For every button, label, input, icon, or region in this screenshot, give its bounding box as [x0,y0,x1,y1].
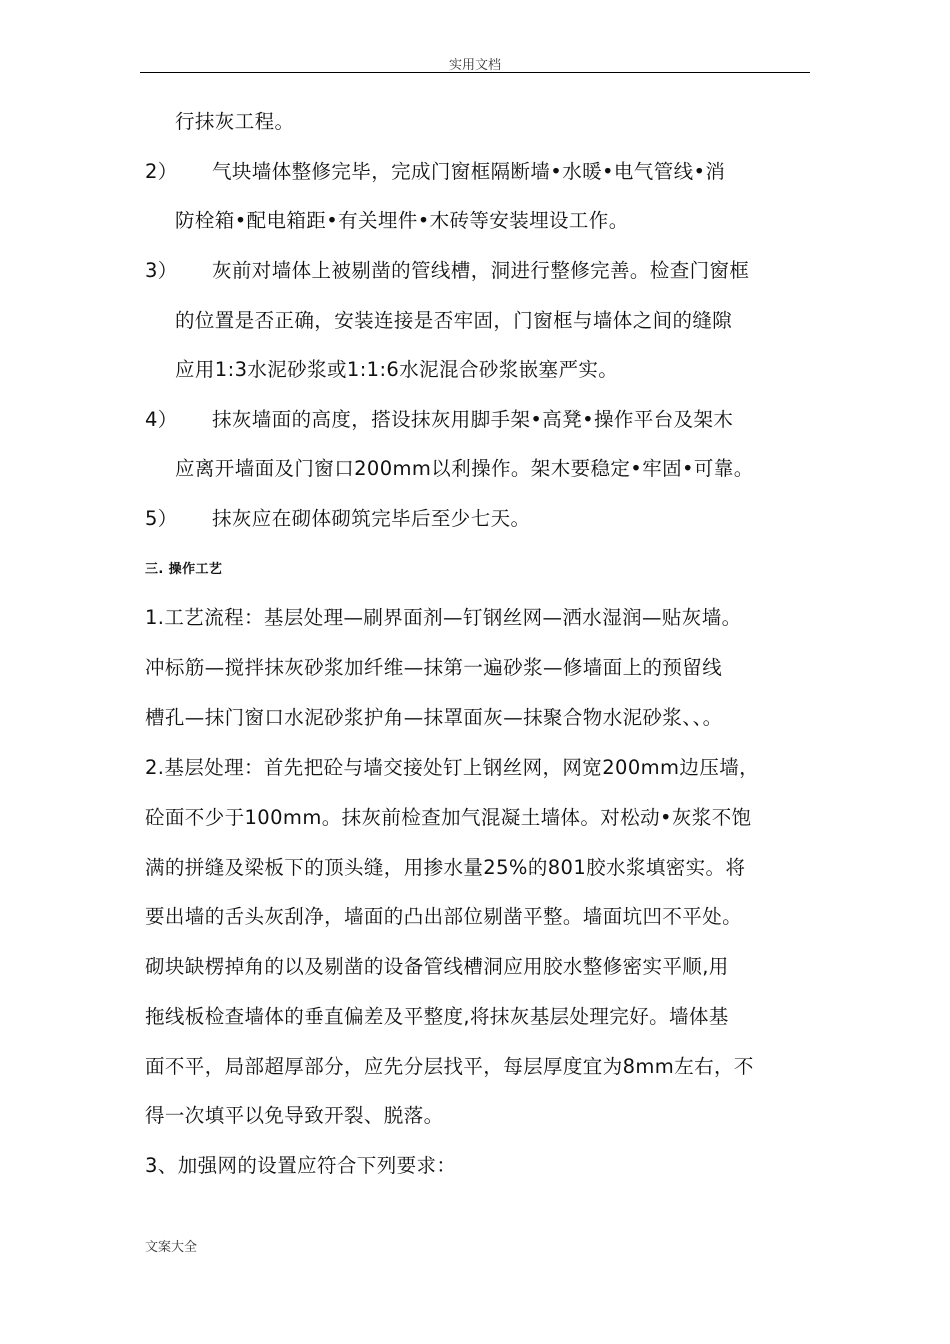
list-item-number: 3） [145,259,178,282]
list-item-text: 抹灰应在砌体砌筑完毕后至少七天。 [212,507,531,530]
list-item-text: 应离开墙面及门窗口200mm以利操作。架木要稳定•牢固•可靠。 [175,457,754,480]
section-title: 三. 操作工艺 [145,562,223,577]
paragraph-line: 得一次填平以免导致开裂、脱落。 [145,1104,444,1127]
paragraph-line: 要出墙的舌头灰刮净，墙面的凸出部位剔凿平整。墙面坑凹不平处。 [145,905,743,928]
list-item-number: 5） [145,507,178,530]
list-item-text: 应用1:3水泥砂浆或1:1:6水泥混合砂浆嵌塞严实。 [175,358,619,381]
paragraph-line: 满的拼缝及梁板下的顶头缝，用掺水量25%的801胶水浆填密实。将 [145,856,746,879]
paragraph-line: 1.工艺流程：基层处理—刷界面剂—钉钢丝网—洒水湿润—贴灰墙。 [145,606,742,629]
paragraph-line: 冲标筋—搅拌抹灰砂浆加纤维—抹第一遍砂浆—修墙面上的预留线 [145,656,723,679]
page-footer: 文案大全 [145,1240,198,1255]
list-item-number: 4） [145,408,178,431]
list-item-number: 2） [145,160,178,183]
paragraph-line: 槽孔—抹门窗口水泥砂浆护角—抹罩面灰—抹聚合物水泥砂浆、、。 [145,706,723,729]
list-item-text: 的位置是否正确，安装连接是否牢固，门窗框与墙体之间的缝隙 [175,309,733,332]
header-text: 实用文档 [448,58,501,73]
intro-line: 行抹灰工程。 [175,110,295,133]
list-item-text: 防栓箱•配电箱距•有关埋件•木砖等安装埋设工作。 [175,209,629,232]
list-item-text: 抹灰墙面的高度，搭设抹灰用脚手架•高凳•操作平台及架木 [212,408,734,431]
paragraph-line: 面不平，局部超厚部分，应先分层找平，每层厚度宜为8mm左右，不 [145,1055,754,1078]
header-rule [140,72,810,73]
list-item-text: 气块墙体整修完毕，完成门窗框隔断墙•水暖•电气管线•消 [212,160,726,183]
paragraph-line: 2.基层处理：首先把砼与墙交接处钉上钢丝网，网宽200mm边压墙， [145,756,760,779]
paragraph-line: 3、加强网的设置应符合下列要求： [145,1154,457,1177]
paragraph-line: 拖线板检查墙体的垂直偏差及平整度,将抹灰基层处理完好。墙体基 [145,1005,729,1028]
list-item-text: 灰前对墙体上被剔凿的管线槽，洞进行整修完善。检查门窗框 [212,259,750,282]
paragraph-line: 砌块缺楞掉角的以及剔凿的设备管线槽洞应用胶水整修密实平顺,用 [145,955,729,978]
paragraph-line: 砼面不少于100mm。抹灰前检查加气混凝土墙体。对松动•灰浆不饱 [145,806,752,829]
